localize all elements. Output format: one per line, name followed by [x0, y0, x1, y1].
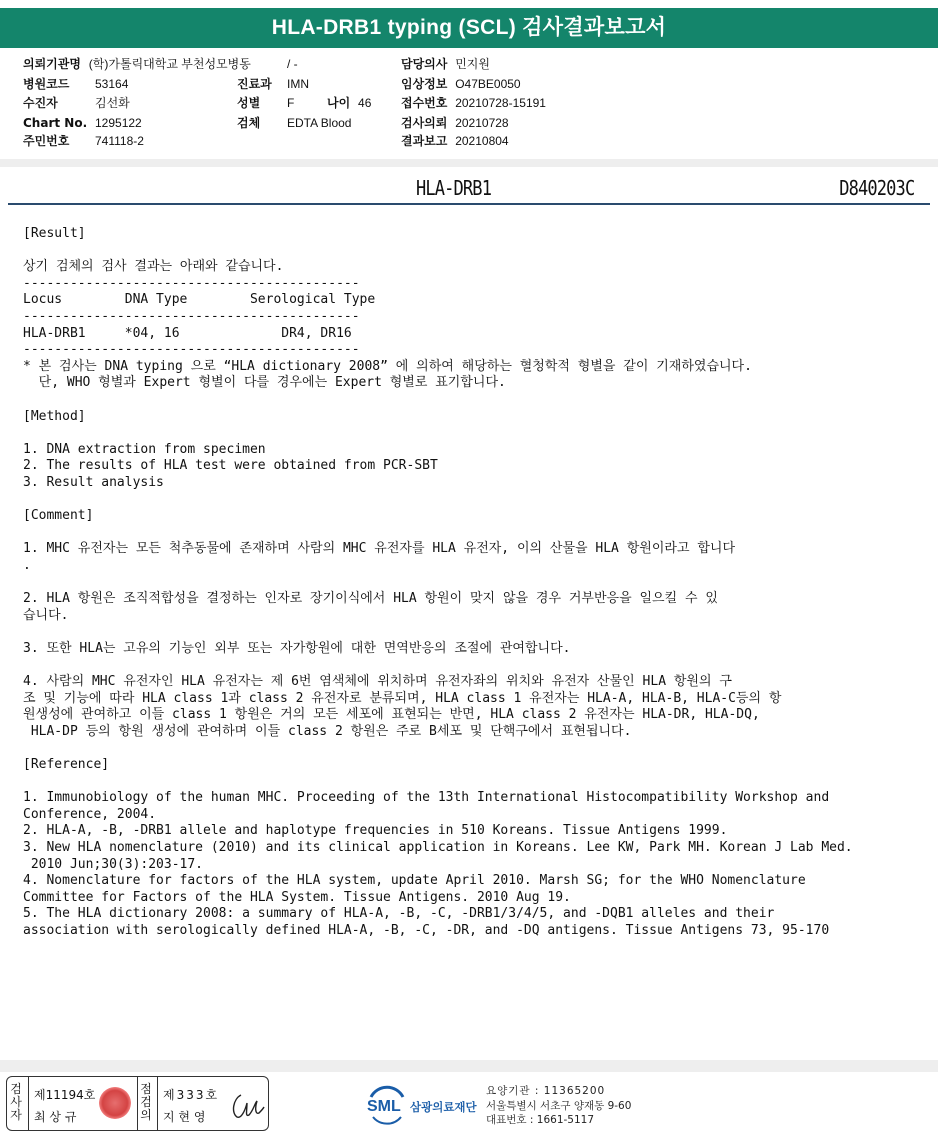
report-line [23, 740, 928, 757]
test-name: HLA-DRB1 [416, 176, 492, 200]
report-line: 2. HLA 항원은 조직적합성을 결정하는 인자로 장기이식에서 HLA 항원이 맞지 않을 경우 거부반응을 일으킬 수 있 [23, 591, 718, 607]
report-line: ------------------------------------------- [23, 342, 360, 358]
institution-value: (학)가톨릭대학교 부천성모병동 [88, 57, 251, 71]
signature-box [6, 1076, 269, 1131]
report-line: 1. DNA extraction from specimen [23, 441, 266, 457]
result-date-value: 20210804 [455, 134, 509, 148]
reviewer-label: 점검의 [140, 1082, 152, 1122]
report-line: . [23, 557, 31, 573]
report-line: [Method] [23, 408, 86, 424]
report-line: 조 및 기능에 따라 HLA class 1과 class 2 유전자로 분류되며, HLA class 1 유전자는 HLA-A, HLA-B, HLA-C등의 항 [23, 690, 782, 706]
info-chart [23, 115, 87, 131]
signature-divider [157, 1077, 158, 1130]
signature-scribble-icon [229, 1091, 265, 1121]
ward-value: / - [287, 57, 298, 71]
info-receipt [401, 95, 546, 111]
receipt-label: 접수번호 [401, 96, 448, 110]
info-resident [23, 133, 69, 149]
signature-divider [28, 1077, 29, 1130]
footer-address-block [486, 1084, 631, 1128]
header-rule [8, 203, 930, 205]
report-line: 4. Nomenclature for factors of the HLA system, update April 2010. Marsh SG; for the WHO Nomenclature [23, 873, 806, 889]
specimen-label: 검체 [237, 116, 261, 130]
report-line: Committee for Factors of the HLA System. Tissue Antigens. 2010 Aug 19. [23, 889, 571, 905]
info-patient [23, 95, 58, 111]
report-line: HLA-DRB1 *04, 16 DR4, DR16 [23, 325, 352, 341]
info-hospital-code-value [95, 76, 128, 92]
department-value: IMN [287, 77, 309, 91]
report-line: 3. 또한 HLA는 고유의 기능인 외부 또는 자가항원에 대한 면역반응의 조절에 관여합니다. [23, 640, 571, 656]
report-line [23, 392, 928, 409]
resident-value: 741118-2 [95, 134, 144, 148]
doctor-label: 담당의사 [401, 57, 448, 71]
reviewer-name: 지 현 영 [163, 1110, 206, 1124]
doctor-value: 민지원 [455, 57, 490, 71]
examiner-name: 최 상 규 [34, 1110, 77, 1124]
info-department-value [287, 76, 309, 92]
report-line: 원생성에 관여하고 이들 class 1 항원은 거의 모든 세포에 표현되는 반면, HLA class 2 유전자는 HLA-DR, HLA-DQ, [23, 707, 760, 723]
report-line: 1. MHC 유전자는 모든 척추동물에 존재하며 사람의 MHC 유전자를 HLA 유전자, 이의 산물을 HLA 항원이라고 합니다 [23, 541, 736, 557]
info-ward [287, 56, 298, 72]
report-line: 3. New HLA nomenclature (2010) and its clinical application in Koreans. Lee KW, Park MH. Korean J Lab Med. [23, 839, 853, 855]
org-name: 삼광의료재단 [410, 1100, 477, 1114]
examiner-label: 검사자 [10, 1082, 22, 1122]
hospital-code-value: 53164 [95, 77, 129, 91]
info-result-date [401, 133, 509, 149]
clinical-value: O47BE0050 [455, 77, 521, 91]
info-resident-value [95, 133, 144, 149]
report-title: HLA-DRB1 typing (SCL) 검사결과보고서 [0, 8, 938, 48]
report-line [23, 492, 928, 509]
report-line: 5. The HLA dictionary 2008: a summary of HLA-A, -B, -C, -DRB1/3/4/5, and -DQB1 alleles and their [23, 906, 775, 922]
report-line: association with serologically defined HLA-A, -B, -C, -DR, and -DQ antigens. Tissue Antigens 73, 95-170 [23, 922, 830, 938]
report-line: * 본 검사는 DNA typing 으로 “HLA dictionary 2008” 에 의하여 해당하는 혈청학적 형별을 같이 기재하였습니다. [23, 358, 752, 374]
receipt-value: 20210728-15191 [455, 96, 546, 110]
department-label: 진료과 [237, 77, 272, 91]
report-line: 상기 검체의 검사 결과는 아래와 같습니다. [23, 259, 284, 275]
age-label: 나이 [327, 96, 351, 110]
info-patient-value [95, 95, 130, 111]
separator-band [0, 159, 938, 167]
info-sex-value [287, 95, 294, 111]
sex-label: 성별 [237, 96, 261, 110]
info-specimen [237, 115, 260, 131]
info-department [237, 76, 272, 92]
request-value: 20210728 [455, 116, 509, 130]
result-date-label: 결과보고 [401, 134, 448, 148]
request-label: 검사의뢰 [401, 116, 448, 130]
chart-value: 1295122 [95, 116, 142, 130]
patient-value: 김선화 [95, 96, 130, 110]
report-line: Conference, 2004. [23, 806, 157, 822]
report-line: 3. Result analysis [23, 474, 164, 490]
resident-label: 주민번호 [23, 134, 70, 148]
info-request [401, 115, 509, 131]
report-line: Locus DNA Type Serological Type [23, 292, 376, 308]
report-line [23, 657, 928, 674]
hospital-code-label: 병원코드 [23, 77, 70, 91]
phone: 대표번호 : 1661-5117 [486, 1114, 595, 1126]
info-specimen-value [287, 115, 351, 131]
report-line: 습니다. [23, 607, 69, 623]
reviewer-license: 제333호 [163, 1088, 220, 1102]
report-line: 2. HLA-A, -B, -DRB1 allele and haplotype frequencies in 510 Koreans. Tissue Antigens 1999. [23, 823, 728, 839]
test-code: D840203C [838, 176, 914, 200]
report-line [23, 243, 928, 260]
info-age [327, 95, 371, 111]
care-institution: 요양기관 : 11365200 [486, 1085, 606, 1097]
report-line: ------------------------------------------- [23, 308, 360, 324]
info-institution [23, 56, 251, 72]
report-line: 단, WHO 형별과 Expert 형별이 다를 경우에는 Expert 형별로 표기합니다. [23, 375, 506, 391]
report-line [23, 624, 928, 641]
clinical-label: 임상정보 [401, 77, 448, 91]
examiner-license: 제11194호 [34, 1088, 96, 1102]
report-line [23, 774, 928, 791]
report-line: [Result] [23, 226, 86, 241]
specimen-value: EDTA Blood [287, 116, 352, 130]
report-line: [Reference] [23, 757, 110, 772]
seal-stamp-icon [99, 1087, 131, 1119]
report-line: 1. Immunobiology of the human MHC. Proceeding of the 13th International Histocompatibility Workshop and [23, 790, 830, 806]
report-line: ------------------------------------------- [23, 275, 360, 291]
sml-logo-text: SML [367, 1098, 401, 1115]
address: 서울특별시 서초구 양재동 9-60 [486, 1099, 632, 1112]
info-clinical [401, 76, 521, 92]
age-value: 46 [358, 96, 372, 110]
info-hospital-code [23, 76, 69, 92]
institution-label: 의뢰기관명 [23, 57, 81, 71]
info-chart-value [95, 115, 142, 131]
report-line: 2010 Jun;30(3):203-17. [23, 856, 204, 872]
info-sex [237, 95, 260, 111]
info-doctor [401, 56, 490, 72]
report-line: 4. 사람의 MHC 유전자인 HLA 유전자는 제 6번 염색체에 위치하며 유전자좌의 위치와 유전자 산물인 HLA 항원의 구 [23, 674, 732, 690]
report-line [23, 574, 928, 591]
chart-label: Chart No. [23, 116, 88, 130]
report-line [23, 525, 928, 542]
report-line [23, 425, 928, 442]
footer-band [0, 1060, 938, 1072]
report-line: HLA-DP 등의 항원 생성에 관여하며 이들 class 2 항원은 주로 B세포 및 단핵구에서 표현됩니다. [23, 723, 632, 739]
report-line: [Comment] [23, 508, 94, 524]
patient-label: 수진자 [23, 96, 58, 110]
sex-value: F [287, 96, 295, 110]
signature-divider [137, 1077, 138, 1130]
report-line: 2. The results of HLA test were obtained from PCR-SBT [23, 458, 438, 474]
report-body [23, 226, 928, 940]
